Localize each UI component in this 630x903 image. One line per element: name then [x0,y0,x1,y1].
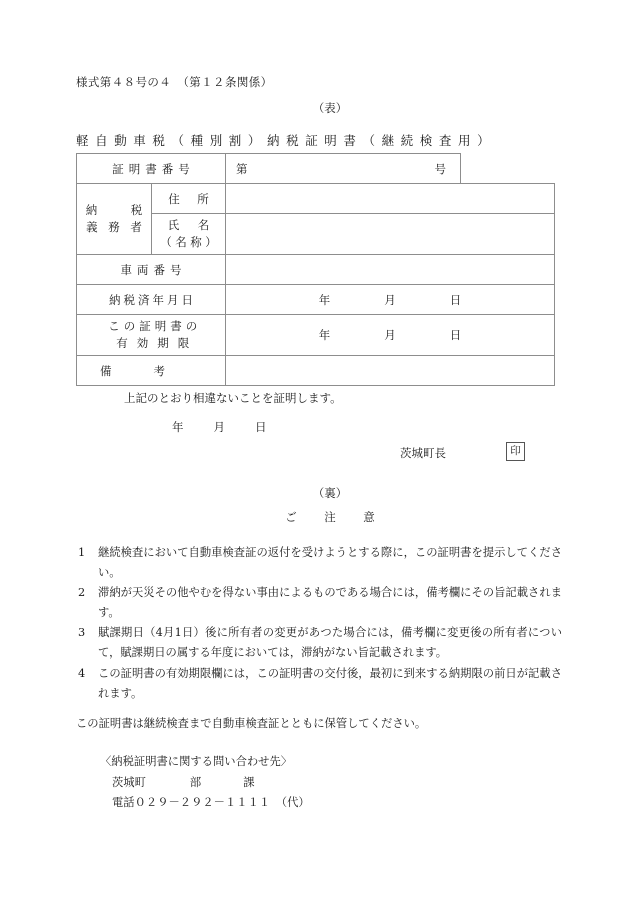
contact-phone: 電話０２９－２９２－１１１１ （代） [112,796,310,810]
keep-notice: この証明書は継続検査まで自動車検査証とともに保管してください。 [76,717,427,730]
expiry-label [77,315,226,356]
note-index: 1 [78,546,86,559]
note-index: 4 [78,666,86,680]
note-text: この証明書の有効期限欄には，この証明書の交付後，最初に到来する納期限の前日が記載されます。 [98,666,562,700]
back-side-label: （裏） [312,486,348,500]
expiry-value-cell[interactable] [226,315,555,356]
name-label [152,214,226,255]
taxpayer-label-line2: 義 務 者 [86,220,146,234]
list-item [76,583,562,623]
paid-date-day: 日 [449,292,462,307]
notice-title: ご 注 意 [285,510,383,524]
certification-date-day: 日 [255,420,267,434]
name-label-line2: （名称） [160,235,221,249]
expiry-label-line2: 有効期限 [116,336,199,350]
spacer-cell [461,154,555,184]
cert-number-value-cell[interactable] [226,154,461,184]
paid-date-year: 年 [318,292,331,307]
table-row-expiry [77,315,555,356]
contact-town: 茨城町 [112,775,146,789]
paid-date-label: 納税済年月日 [77,285,226,315]
expiry-label-line1: この証明書の [108,319,202,334]
paid-date-month: 月 [384,292,396,307]
cert-number-label: 証明書番号 [77,154,226,184]
table-row-remarks [77,356,555,386]
table-row-address [77,184,555,214]
vehicle-number-value-cell[interactable] [226,255,555,285]
expiry-month: 月 [384,328,396,342]
note-text: 滞納が天災その他やむを得ない事由によるものである場合には，備考欄にその旨記載されます。 [98,586,562,620]
address-label: 住 所 [152,184,226,214]
table-row-paid-date [77,285,555,315]
certification-date-month: 月 [213,420,225,434]
cert-number-suffix: 号 [434,161,446,176]
taxpayer-label [77,184,152,255]
note-text: 継続検査において自動車検査証の返付を受けようとする際に，この証明書を提示してください。 [98,546,562,580]
list-item [76,543,562,583]
certification-date-year: 年 [172,420,184,434]
contact-section-label: 課 [243,775,255,789]
remarks-label: 備考 [77,356,226,386]
taxpayer-label-line1: 納 税 [85,203,146,218]
note-index: 2 [78,586,86,600]
list-item [76,664,562,704]
certification-date[interactable] [172,419,267,435]
address-value-cell[interactable] [226,184,555,214]
note-text: 賦課期日（4月1日）後に所有者の変更があつた場合には，備考欄に変更後の所有者について，賦課期日の属する年度においては，滞納がない旨記載されます。 [98,626,562,660]
certificate-table [76,153,555,386]
vehicle-number-label: 車両番号 [77,255,226,285]
table-row-cert-number [77,154,555,184]
note-index: 3 [78,626,86,640]
cert-number-prefix: 第 [236,161,248,176]
remarks-value-cell[interactable] [226,356,555,386]
contact-heading: 〈納税証明書に関する問い合わせ先〉 [100,755,293,768]
issuer-name: 茨城町長 [400,446,446,460]
front-side-label: （表） [312,101,348,115]
seal-icon: 印 [506,442,525,461]
expiry-year: 年 [318,328,331,342]
page-title: 軽自動車税（種別割）納税証明書（継続検査用） [76,133,497,148]
table-row-vehicle-number [77,255,555,285]
contact-dept-label: 部 [189,775,202,789]
contact-block [100,752,310,814]
form-number: 様式第４８号の４ （第１２条関係） [76,75,273,89]
contact-department [100,773,310,794]
expiry-day: 日 [449,328,462,342]
notice-list [76,543,562,704]
paid-date-value-cell[interactable] [226,285,555,315]
certification-statement: 上記のとおり相違ないことを証明します。 [124,391,342,405]
name-value-cell[interactable] [226,214,555,255]
name-label-line1: 氏 名 [167,218,213,233]
list-item [76,623,562,663]
